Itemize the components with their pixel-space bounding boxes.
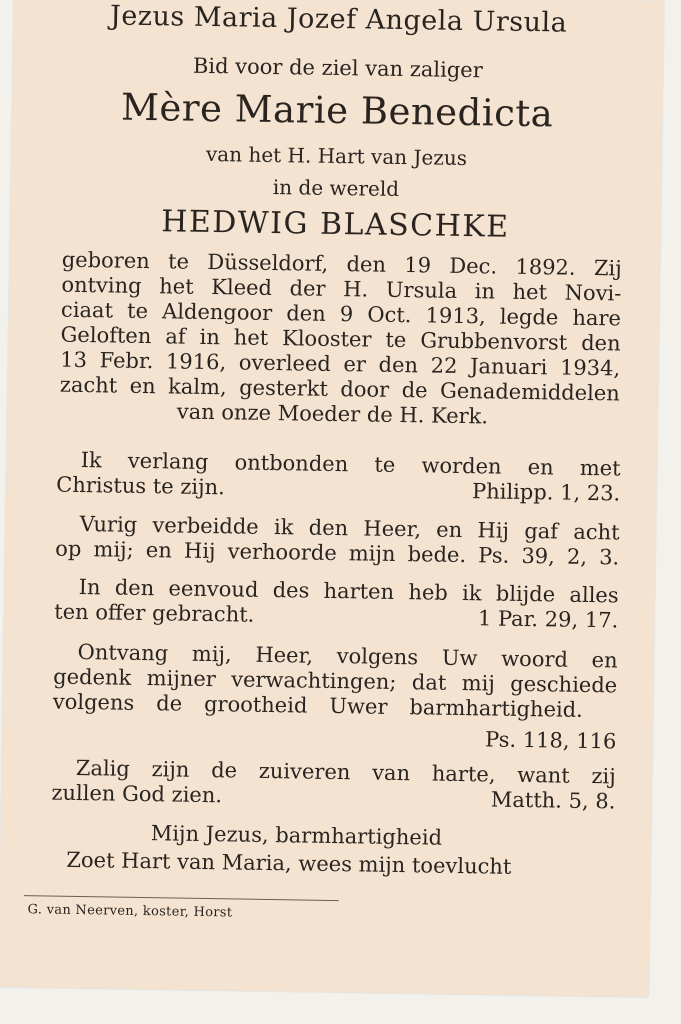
bio-line: Geloften af in het Klooster te Grubbenvorst den: [60, 322, 621, 356]
bio-line: zacht en kalm, gesterkt door de Genademiddelen: [59, 372, 620, 406]
printer-credit: G. van Neerven, koster, Horst: [27, 902, 233, 921]
bio-line: ciaat te Aldengoor den 9 Oct. 1913, legde hare: [60, 297, 622, 331]
bio-line: geboren te Düsseldorf, den 19 Dec. 1892. Zij: [61, 247, 622, 281]
bio-line: van onze Moeder de H. Kerk.: [176, 399, 489, 429]
quote-line: Zalig zijn de zuiveren van harte, want zij: [75, 755, 616, 789]
header-van: van het H. Hart van Jezus: [205, 141, 468, 171]
quote-line: Ontvang mij, Heer, volgens Uw woord en: [77, 639, 618, 673]
header-bid: Bid voor de ziel van zaliger: [192, 53, 483, 83]
quote-line: zullen God zien.: [51, 780, 223, 808]
quote-line: In den eenvoud des harten heb ik blijde alles: [78, 574, 619, 608]
prayer-line: Mijn Jezus, barmhartigheid: [150, 821, 443, 850]
header-civil-name: HEDWIG BLASCHKE: [160, 204, 510, 245]
prayer-line: Zoet Hart van Maria, wees mijn toevlucht: [66, 847, 512, 879]
header-title: Mère Marie Benedicta: [120, 85, 554, 136]
bio-line: ontving het Kleed der H. Ursula in het Novi-: [61, 272, 622, 306]
quote-reference: 1 Par. 29, 17.: [477, 606, 619, 633]
quote-line: Ik verlang ontbonden te worden en met: [80, 448, 621, 481]
quote-reference: Philipp. 1, 23.: [471, 479, 621, 506]
header-names: Jezus Maria Jozef Angela Ursula: [109, 0, 568, 39]
quote-line: gedenk mijner verwachtingen; dat mij geschiede: [53, 664, 618, 698]
footer-divider: [24, 895, 339, 901]
quote-reference: Ps. 118, 116: [484, 727, 617, 754]
bio-line: 13 Febr. 1916, overleed er den 22 Januari 1934,: [60, 347, 621, 381]
quote-line: op mij; en Hij verhoorde mijn bede. Ps. 39, 2, 3.: [55, 536, 620, 570]
quote-line: ten offer gebracht.: [54, 599, 255, 627]
quote-line: Christus te zijn.: [56, 472, 226, 500]
quote-reference: Matth. 5, 8.: [490, 787, 616, 814]
quote-line: volgens de grootheid Uwer barmhartigheid.: [52, 689, 584, 722]
quote-line: Vurig verbeidde ik den Heer, en Hij gaf acht: [79, 511, 620, 545]
header-wereld: in de wereld: [272, 174, 400, 201]
